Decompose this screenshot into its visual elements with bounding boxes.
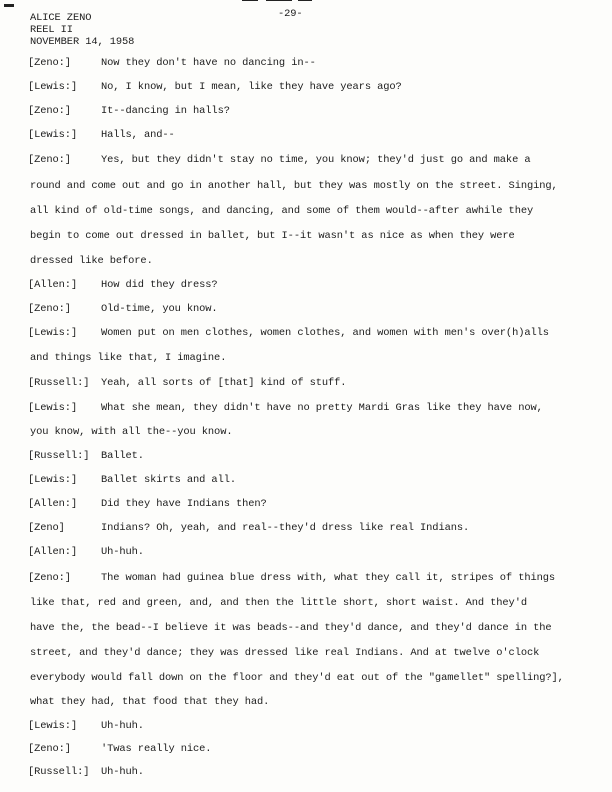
dialogue-text: Uh-huh. — [101, 766, 144, 778]
speaker-label: [Lewis:] — [28, 81, 78, 93]
dialogue-continuation: all kind of old-time songs, and dancing, and some of them would--after awhile they — [30, 205, 534, 217]
speaker-label: [Russell:] — [28, 450, 90, 462]
speaker-label: [Zeno:] — [28, 743, 71, 755]
speaker-label: [Allen:] — [28, 498, 78, 510]
header-name: ALICE ZENO — [30, 12, 92, 24]
top-edge-mark — [266, 0, 292, 1]
dialogue-text: Uh-huh. — [101, 720, 144, 732]
header-date: NOVEMBER 14, 1958 — [30, 36, 135, 48]
dialogue-text: Uh-huh. — [101, 546, 144, 558]
speaker-label: [Lewis:] — [28, 720, 78, 732]
dialogue-text: Ballet. — [101, 450, 144, 462]
dialogue-text: Halls, and-- — [101, 129, 175, 141]
dialogue-text: 'Twas really nice. — [101, 743, 212, 755]
speaker-label: [Zeno:] — [28, 303, 71, 315]
dialogue-text: Women put on men clothes, women clothes, and women with men's over(h)alls — [101, 327, 549, 339]
speaker-label: [Lewis:] — [28, 402, 78, 414]
dialogue-text: Yeah, all sorts of [that] kind of stuff. — [101, 377, 347, 389]
dialogue-text: It--dancing in halls? — [101, 105, 230, 117]
speaker-label: [Zeno:] — [28, 154, 71, 166]
dialogue-continuation: everybody would fall down on the floor and they'd eat out of the "gamellet" spelling?], — [30, 672, 564, 684]
dialogue-continuation: round and come out and go in another hall, but they was mostly on the street. Singing, — [30, 180, 558, 192]
header-reel: REEL II — [30, 24, 73, 36]
speaker-label: [Russell:] — [28, 377, 90, 389]
dialogue-continuation: begin to come out dressed in ballet, but I--it wasn't as nice as when they were — [30, 230, 515, 242]
dialogue-continuation: what they had, that food that they had. — [30, 696, 270, 708]
dialogue-text: No, I know, but I mean, like they have years ago? — [101, 81, 402, 93]
top-edge-mark — [242, 0, 258, 1]
dialogue-text: How did they dress? — [101, 279, 218, 291]
speaker-label: [Zeno:] — [28, 57, 71, 69]
dialogue-text: Indians? Oh, yeah, and real--they'd dress like real Indians. — [101, 522, 470, 534]
dialogue-continuation: have the, the bead--I believe it was beads--and they'd dance, and they'd dance in the — [30, 622, 552, 634]
dialogue-continuation: street, and they'd dance; they was dressed like real Indians. And at twelve o'clock — [30, 647, 540, 659]
top-edge-mark — [298, 0, 312, 1]
speaker-label: [Russell:] — [28, 766, 90, 778]
dialogue-text: Ballet skirts and all. — [101, 474, 236, 486]
dialogue-continuation: and things like that, I imagine. — [30, 352, 227, 364]
speaker-label: [Zeno] — [28, 522, 65, 534]
page-number: -29- — [278, 8, 303, 20]
speaker-label: [Allen:] — [28, 279, 78, 291]
dialogue-continuation: you know, with all the--you know. — [30, 426, 233, 438]
dialogue-text: Now they don't have no dancing in-- — [101, 57, 316, 69]
dialogue-text: Old-time, you know. — [101, 303, 218, 315]
punch-mark — [4, 4, 14, 7]
dialogue-text: What she mean, they didn't have no pretty Mardi Gras like they have now, — [101, 402, 543, 414]
speaker-label: [Lewis:] — [28, 129, 78, 141]
speaker-label: [Zeno:] — [28, 105, 71, 117]
dialogue-continuation: dressed like before. — [30, 255, 153, 267]
speaker-label: [Zeno:] — [28, 572, 71, 584]
speaker-label: [Lewis:] — [28, 474, 78, 486]
dialogue-text: Yes, but they didn't stay no time, you know; they'd just go and make a — [101, 154, 531, 166]
speaker-label: [Lewis:] — [28, 327, 78, 339]
dialogue-text: Did they have Indians then? — [101, 498, 267, 510]
speaker-label: [Allen:] — [28, 546, 78, 558]
dialogue-text: The woman had guinea blue dress with, what they call it, stripes of things — [101, 572, 556, 584]
dialogue-continuation: like that, red and green, and, and then the little short, short waist. And they'd — [30, 597, 527, 609]
